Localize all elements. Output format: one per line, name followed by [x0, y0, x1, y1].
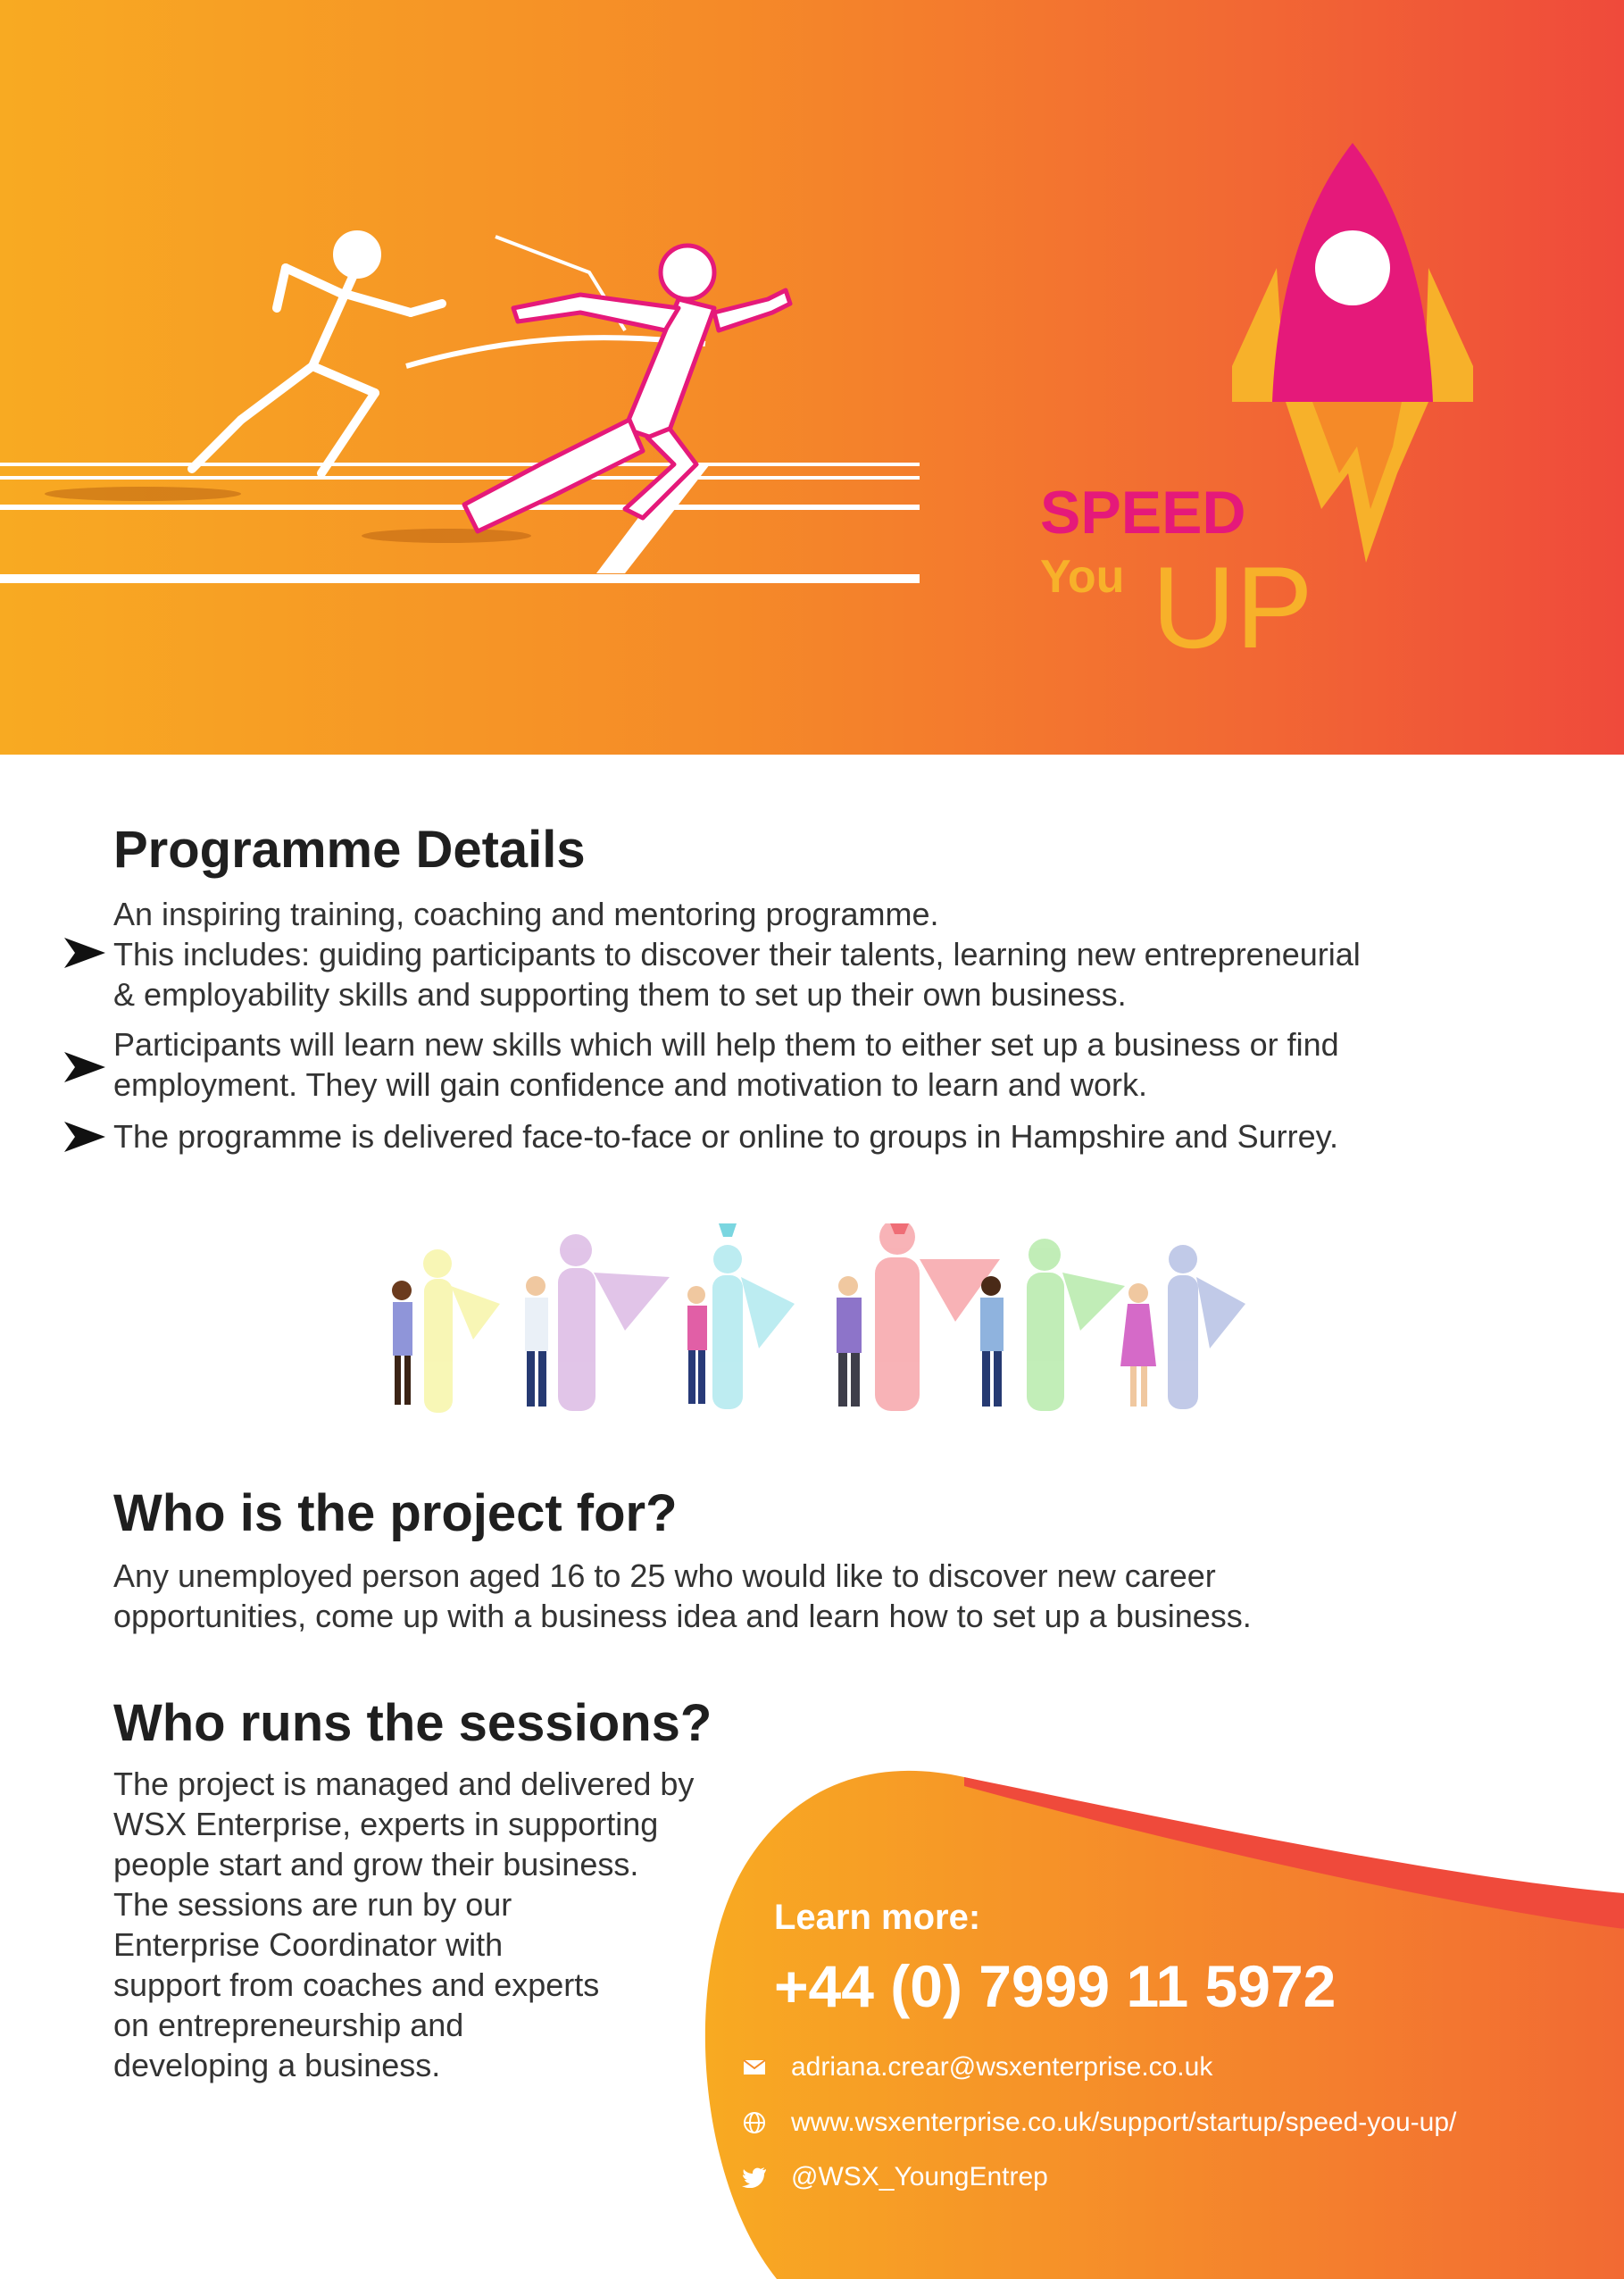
- text-line: WSX Enterprise, experts in supporting: [113, 1806, 659, 1842]
- bullet-line: This includes: guiding participants to discover their talents, learning new entrepreneurial: [113, 936, 1361, 973]
- logo-up: UP: [1152, 542, 1313, 672]
- programme-title: Programme Details: [113, 821, 586, 879]
- bullet-line: The programme is delivered face-to-face or online to groups in Hampshire and Surrey.: [113, 1118, 1338, 1155]
- text-line: opportunities, come up with a business idea and learn how to set up a business.: [113, 1598, 1252, 1634]
- programme-intro: An inspiring training, coaching and mentoring programme.: [113, 896, 939, 932]
- bullet-line: Participants will learn new skills which will help them to either set up a business or find: [113, 1026, 1339, 1063]
- twitter-icon: [741, 2164, 768, 2191]
- mail-icon: [741, 2054, 768, 2081]
- email-text[interactable]: adriana.crear@wsxenterprise.co.uk: [791, 2052, 1213, 2082]
- text-line: support from coaches and experts: [113, 1966, 600, 2003]
- text-line: Enterprise Coordinator with: [113, 1926, 504, 1963]
- website-text[interactable]: www.wsxenterprise.co.uk/support/startup/speed-you-up/: [791, 2108, 1457, 2137]
- bullet-line: & employability skills and supporting them to set up their own business.: [113, 976, 1127, 1013]
- logo-you: You: [1040, 551, 1125, 603]
- globe-icon: [741, 2109, 768, 2136]
- text-line: developing a business.: [113, 2047, 441, 2083]
- phone-number[interactable]: +44 (0) 7999 11 5972: [774, 1953, 1337, 2019]
- text-line: on entrepreneurship and: [113, 2007, 464, 2043]
- twitter-handle[interactable]: @WSX_YoungEntrep: [791, 2162, 1048, 2191]
- twitter-link[interactable]: [741, 2162, 1048, 2192]
- text-line: people start and grow their business.: [113, 1846, 639, 1882]
- who-for-title: Who is the project for?: [113, 1484, 678, 1542]
- bullet-line: employment. They will gain confidence and motivation to learn and work.: [113, 1066, 1147, 1103]
- text-line: The project is managed and delivered by: [113, 1766, 695, 1802]
- text-line: The sessions are run by our: [113, 1886, 512, 1923]
- logo-speed: SPEED: [1040, 479, 1246, 547]
- website-link[interactable]: [741, 2108, 1456, 2138]
- text-line: Any unemployed person aged 16 to 25 who would like to discover new career: [113, 1557, 1216, 1594]
- email-link[interactable]: [741, 2052, 1212, 2083]
- who-runs-text: [113, 1764, 694, 2085]
- learn-more-label: Learn more:: [774, 1898, 981, 1937]
- who-runs-title: Who runs the sessions?: [113, 1694, 712, 1752]
